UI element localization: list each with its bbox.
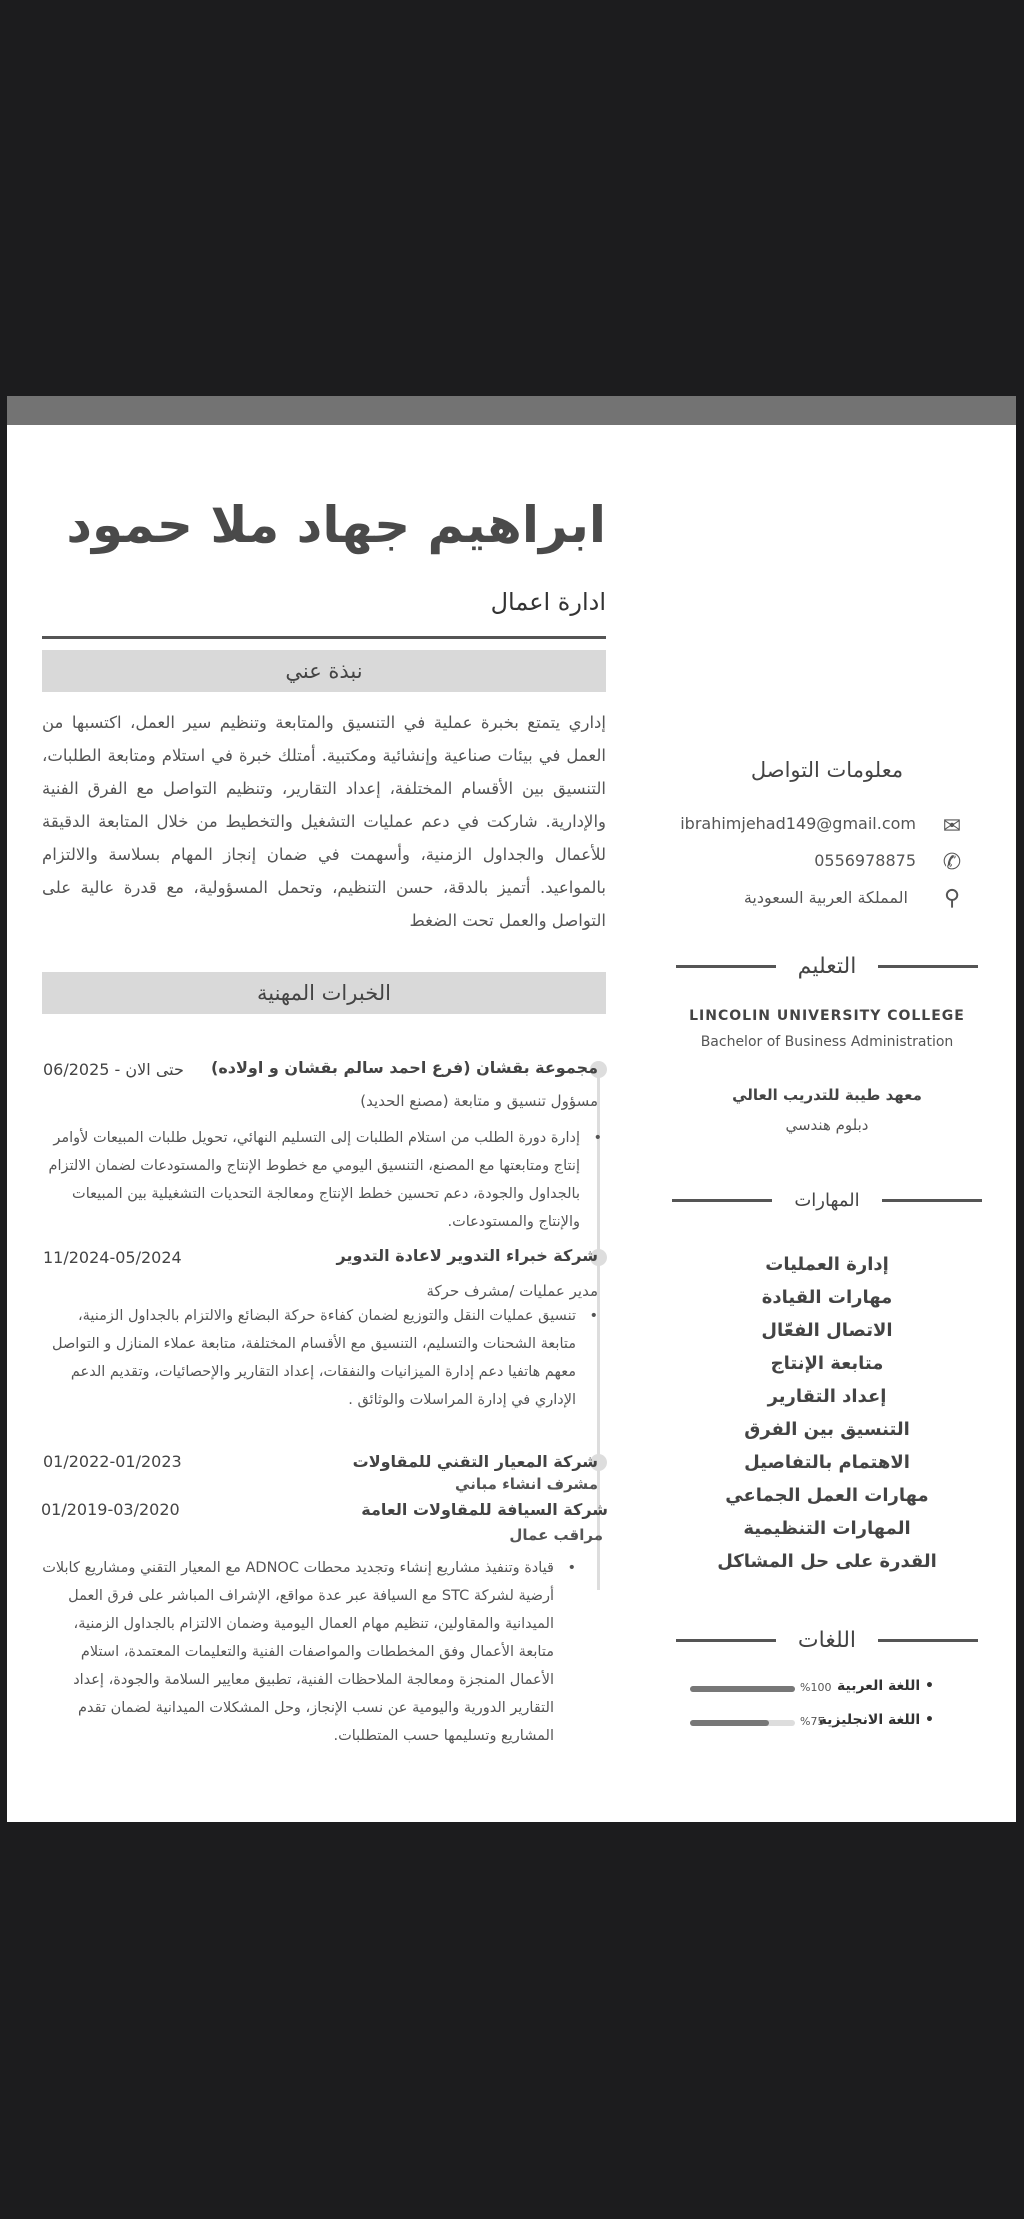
job-company: شركة المعيار التقني للمقاولات xyxy=(352,1452,598,1471)
skill-item: مهارات العمل الجماعي xyxy=(725,1485,929,1506)
job-role: مراقب عمال xyxy=(509,1526,603,1544)
location: المملكة العربية السعودية xyxy=(743,888,908,907)
language-percent: %75 xyxy=(800,1715,825,1728)
experience-heading: الخبرات المهنية xyxy=(42,972,606,1014)
language-name: • اللغة العربية xyxy=(837,1678,934,1694)
language-bar-fill xyxy=(690,1720,769,1726)
divider xyxy=(42,636,606,639)
skill-item: التنسيق بين الفرق xyxy=(744,1419,910,1440)
job-role: مشرف انشاء مباني xyxy=(455,1475,598,1493)
about-text: إداري يتمتع بخبرة عملية في التنسيق والمتابعة وتنظيم سير العمل، اكتسبها من العمل في بيئات صناعية وإنشائية ومكتبية. أمتلك خبرة في استلام ومتابعة الطلبات، التنسيق بين الأقسام المختلفة، إعداد التقارير، وتنظيم التواصل مع الفرق الفنية والإدارية. شاركت في دعم عمليات التشغيل والتخطيط من خلال المتابعة الدقيقة للأعمال والجداول الزمنية، وأسهمت في ضمان إنجاز المهام بسلاسة والالتزام بالمواعيد. أتميز بالدقة، حسن التنظيم، وتحمل المسؤولية، مع قدرة عالية على التواصل والعمل تحت الضغط xyxy=(42,713,606,930)
skills-heading-text: المهارات xyxy=(794,1190,860,1211)
job-bullet: • تنسيق عمليات النقل والتوزيع لضمان كفاءة حركة البضائع والالتزام بالجداول الزمنية، متابعة الشحنات والتسليم، التنسيق مع الأقسام المختلفة، متابعة عملاء المنازل و التواصل معهم هاتفيا دعم إدارة الميزانيات والنفقات، إعداد التقارير والإحصائيات، وتقديم الدعم الإداري في إدارة المراسلات والوثائق . xyxy=(46,1302,576,1414)
language-label: اللغة الانجليزية xyxy=(818,1712,921,1728)
language-percent: %100 xyxy=(800,1681,832,1694)
skill-item: إعداد التقارير xyxy=(767,1386,887,1407)
language-bar xyxy=(690,1686,795,1692)
job-bullet: • قيادة وتنفيذ مشاريع إنشاء وتجديد محطات ADNOC مع المعيار التقني ومشاريع كابلات أرضية لشركة STC مع السيافة عبر عدة مواقع، الإشراف المباشر على فرق العمل الميدانية والمقاولين، تنظيم مهام العمال اليومية وضمان الالتزام بالجداول الزمنية، متابعة الأعمال وفق المخططات والمواصفات الفنية والتعليمات المعتمدة، استلام الأعمال المنجزة ومعالجة الملاحظات الفنية، تطبيق معايير السلامة والجودة، إعداد التقارير الدورية واليومية عن نسب الإنجاز، وحل المشكلات الميدانية لضمان تقدم المشاريع وتسليمها حسب المتطلبات. xyxy=(34,1554,554,1750)
skill-item: مهارات القيادة xyxy=(761,1287,893,1308)
skill-item: الاهتمام بالتفاصيل xyxy=(744,1452,910,1473)
skill-item: الاتصال الفعّال xyxy=(761,1320,893,1341)
person-name: ابراهيم جهاد ملا حمود xyxy=(66,496,606,554)
job-company: مجموعة بقشان (فرع احمد سالم بقشان و اولاده) xyxy=(211,1058,598,1077)
skill-item: المهارات التنظيمية xyxy=(743,1518,911,1539)
job-date: 11/2024-05/2024 xyxy=(43,1248,182,1267)
resume-page xyxy=(7,396,1016,1822)
education-heading xyxy=(662,954,992,979)
location-pin-icon: ⚲ xyxy=(943,885,961,911)
job-date: حتى الان - 06/2025 xyxy=(43,1060,184,1079)
skill-item: متابعة الإنتاج xyxy=(770,1353,884,1374)
school: LINCOLIN UNIVERSITY COLLEGE xyxy=(689,1008,965,1024)
phone-icon: ✆ xyxy=(942,849,962,875)
languages-heading-text: اللغات xyxy=(797,1628,857,1653)
job-bullet: • إدارة دورة الطلب من استلام الطلبات إلى التسليم النهائي، تحويل طلبات المبيعات لأوامر إنتاج ومتابعتها مع المصنع، التنسيق اليومي مع خطوط الإنتاج والمستودعات لضمان الالتزام بالجداول والجودة، دعم تحسين خطط الإنتاج ومعالجة التحديات التشغيلية بين المبيعات والإنتاج والمستودعات. xyxy=(40,1124,580,1236)
languages-heading xyxy=(662,1628,992,1653)
top-bar xyxy=(7,396,1016,425)
skills-list xyxy=(662,1248,992,1578)
language-bar xyxy=(690,1720,795,1726)
education-heading-text: التعليم xyxy=(797,954,857,979)
job-title: ادارة اعمال xyxy=(490,588,606,616)
phone: 0556978875 xyxy=(814,851,916,870)
envelope-icon: ✉ xyxy=(942,813,962,839)
language-name: • اللغة الانجليزية xyxy=(818,1712,934,1728)
skill-item: إدارة العمليات xyxy=(765,1254,889,1275)
school: معهد طيبة للتدريب العالي xyxy=(732,1086,922,1104)
job-date: 01/2022-01/2023 xyxy=(43,1452,182,1471)
email[interactable]: ibrahimjehad149@gmail.com xyxy=(680,814,916,833)
about-heading: نبذة عني xyxy=(42,650,606,692)
job-role: مسؤول تنسيق و متابعة (مصنع الحديد) xyxy=(360,1092,598,1110)
language-bar-fill xyxy=(690,1686,795,1692)
language-label: اللغة العربية xyxy=(837,1678,921,1694)
skill-item: القدرة على حل المشاكل xyxy=(717,1551,937,1572)
job-role: مدير عمليات /مشرف حركة xyxy=(426,1282,598,1300)
degree: Bachelor of Business Administration xyxy=(700,1034,954,1050)
contact-heading: معلومات التواصل xyxy=(750,758,904,782)
job-company: شركة السيافة للمقاولات العامة xyxy=(361,1500,608,1519)
job-company: شركة خبراء التدوير لاعادة التدوير xyxy=(336,1246,598,1265)
skills-heading xyxy=(662,1190,992,1211)
degree: دبلوم هندسي xyxy=(785,1116,869,1134)
job-date: 01/2019-03/2020 xyxy=(41,1500,180,1519)
